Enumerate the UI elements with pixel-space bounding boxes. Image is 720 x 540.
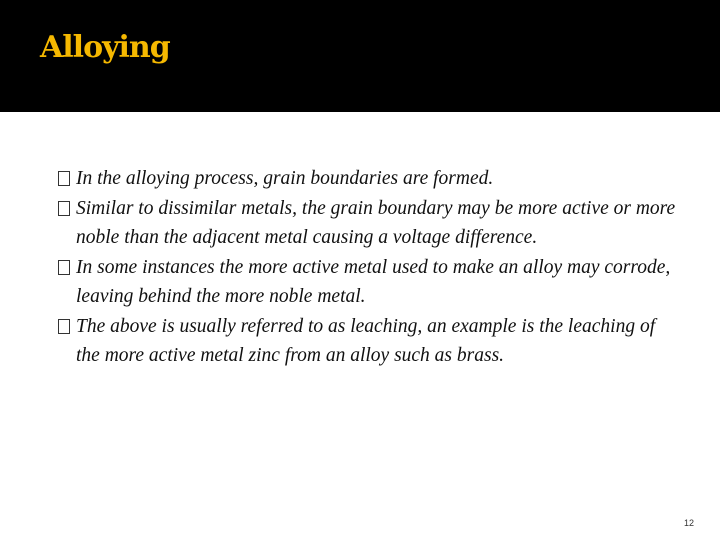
bullet-text: The above is usually referred to as leaching, an example is the leaching of the more active metal zinc from an alloy such as brass.: [76, 315, 656, 366]
bullet-box-icon: [58, 201, 70, 216]
bullet-text: Similar to dissimilar metals, the grain boundary may be more active or more noble than the adjacent metal causing a voltage difference.: [76, 197, 676, 248]
page-number: 12: [684, 518, 695, 528]
list-item: [58, 194, 678, 253]
bullet-box-icon: [58, 319, 70, 334]
list-item: [58, 253, 678, 312]
bullet-list: [58, 164, 678, 371]
bullet-text: In the alloying process, grain boundaries are formed.: [76, 168, 494, 189]
bullet-box-icon: [58, 260, 70, 275]
bullet-box-icon: [58, 171, 70, 186]
list-item: [58, 164, 678, 194]
list-item: [58, 312, 678, 371]
title-bar: [0, 0, 720, 112]
bullet-text: In some instances the more active metal used to make an alloy may corrode, leaving behind the more noble metal.: [76, 256, 671, 307]
slide-title: Alloying: [40, 30, 170, 65]
